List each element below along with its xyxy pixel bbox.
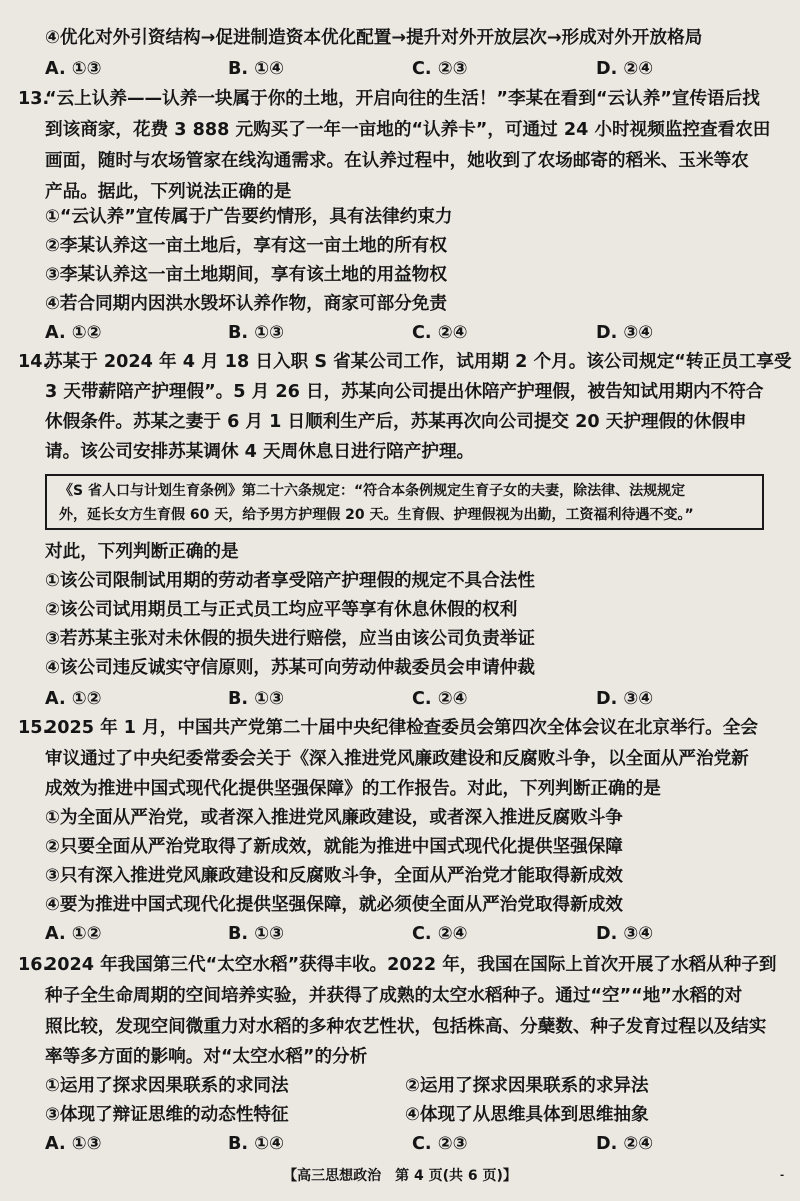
q14-item-3: ③若苏某主张对未休假的损失进行赔偿，应当由该公司负责举证 (45, 629, 535, 649)
q13-option-b: B. ①③ (228, 323, 285, 343)
q12-option-b: B. ①④ (228, 59, 285, 79)
q16-item-1: ①运用了探求因果联系的求同法 (45, 1076, 289, 1096)
q14-stem-line: 3 天带薪陪产护理假”。5 月 26 日，苏某向公司提出休陪产护理假，被告知试用期内不符合 (45, 382, 764, 402)
q13-stem-line: “云上认养——认养一块属于你的土地，开启向往的生活！”李某在看到“云认养”宣传语后找 (45, 89, 760, 109)
regulation-line: 《S 省人口与计划生育条例》第二十六条规定：“符合本条例规定生育子女的夫妻，除法律、法规规定 (59, 483, 686, 499)
q16-option-d: D. ②④ (596, 1134, 654, 1154)
q13-option-c: C. ②④ (412, 323, 468, 343)
q16-item-2: ②运用了探求因果联系的求异法 (405, 1076, 649, 1096)
q14-stem-line: 请。该公司安排苏某调休 4 天周休息日进行陪产护理。 (45, 442, 475, 462)
q13-item-4: ④若合同期内因洪水毁坏认养作物，商家可部分免责 (45, 294, 447, 314)
q12-item-4: ④优化对外引资结构→促进制造资本优化配置→提升对外开放层次→形成对外开放格局 (45, 28, 703, 48)
q16-stem-line: 照比较，发现空间微重力对水稻的多种农艺性状，包括株高、分蘖数、种子发育过程以及结实 (45, 1017, 767, 1037)
q16-item-4: ④体现了从思维具体到思维抽象 (405, 1105, 649, 1125)
q14-option-c: C. ②④ (412, 689, 468, 709)
q16-option-b: B. ①④ (228, 1134, 285, 1154)
q13-number: 13. (18, 89, 50, 109)
q13-stem-line: 产品。据此，下列说法正确的是 (45, 182, 292, 202)
q16-number: 16. (18, 955, 50, 975)
q15-stem-line: 审议通过了中央纪委常委会关于《深入推进党风廉政建设和反腐败斗争，以全面从严治党新 (45, 749, 749, 769)
q15-stem-line: 2025 年 1 月，中国共产党第二十届中央纪律检查委员会第四次全体会议在北京举行。全会 (45, 718, 758, 738)
q14-item-2: ②该公司试用期员工与正式员工均应平等享有休息休假的权利 (45, 600, 518, 620)
q16-option-c: C. ②③ (412, 1134, 468, 1154)
regulation-line: 外，延长女方生育假 60 天，给予男方护理假 20 天。生育假、护理假视为出勤，工资福利待遇不变。” (59, 507, 694, 523)
q13-option-d: D. ③④ (596, 323, 654, 343)
q16-stem-line: 2024 年我国第三代“太空水稻”获得丰收。2022 年，我国在国际上首次开展了水稻从种子到 (45, 955, 777, 975)
q14-option-d: D. ③④ (596, 689, 654, 709)
regulation-box (45, 474, 764, 530)
q14-item-4: ④该公司违反诚实守信原则，苏某可向劳动仲裁委员会申请仲裁 (45, 658, 535, 678)
q14-stem-line: 休假条件。苏某之妻于 6 月 1 日顺利生产后，苏某再次向公司提交 20 天护理假的休假申 (45, 412, 747, 432)
q15-stem-line: 成效为推进中国式现代化提供坚强保障》的工作报告。对此，下列判断正确的是 (45, 779, 661, 799)
q14-number: 14. (18, 352, 50, 372)
q15-option-b: B. ①③ (228, 924, 285, 944)
q14-prompt: 对此，下列判断正确的是 (45, 542, 239, 562)
q15-option-d: D. ③④ (596, 924, 654, 944)
q15-item-1: ①为全面从严治党，或者深入推进党风廉政建设，或者深入推进反腐败斗争 (45, 808, 623, 828)
q15-number: 15. (18, 718, 50, 738)
scan-mark: - (780, 1170, 785, 1181)
q16-stem-line: 种子全生命周期的空间培养实验，并获得了成熟的太空水稻种子。通过“空”“地”水稻的对 (45, 986, 743, 1006)
q15-item-4: ④要为推进中国式现代化提供坚强保障，就必须使全面从严治党取得新成效 (45, 895, 623, 915)
q13-item-2: ②李某认养这一亩土地后，享有这一亩土地的所有权 (45, 236, 447, 256)
q15-option-c: C. ②④ (412, 924, 468, 944)
q14-option-a: A. ①② (45, 689, 102, 709)
q12-option-c: C. ②③ (412, 59, 468, 79)
q16-stem-line: 率等多方面的影响。对“太空水稻”的分析 (45, 1047, 368, 1067)
q12-option-d: D. ②④ (596, 59, 654, 79)
q13-item-1: ①“云认养”宣传属于广告要约情形，具有法律约束力 (45, 207, 453, 227)
q13-stem-line: 到该商家，花费 3 888 元购买了一年一亩地的“认养卡”，可通过 24 小时视频监控查看农田 (45, 120, 771, 140)
page-footer: 【高三思想政治 第 4 页(共 6 页)】 (283, 1168, 517, 1184)
q13-item-3: ③李某认养这一亩土地期间，享有该土地的用益物权 (45, 265, 447, 285)
q14-option-b: B. ①③ (228, 689, 285, 709)
q12-option-a: A. ①③ (45, 59, 102, 79)
q16-option-a: A. ①③ (45, 1134, 102, 1154)
q14-item-1: ①该公司限制试用期的劳动者享受陪产护理假的规定不具合法性 (45, 571, 535, 591)
q14-stem-line: 苏某于 2024 年 4 月 18 日入职 S 省某公司工作，试用期 2 个月。该公司规定“转正员工享受 (45, 352, 792, 372)
q13-option-a: A. ①② (45, 323, 102, 343)
q15-item-2: ②只要全面从严治党取得了新成效，就能为推进中国式现代化提供坚强保障 (45, 837, 623, 857)
q15-option-a: A. ①② (45, 924, 102, 944)
q15-item-3: ③只有深入推进党风廉政建设和反腐败斗争，全面从严治党才能取得新成效 (45, 866, 623, 886)
q13-stem-line: 画面，随时与农场管家在线沟通需求。在认养过程中，她收到了农场邮寄的稻米、玉米等农 (45, 151, 749, 171)
q16-item-3: ③体现了辩证思维的动态性特征 (45, 1105, 289, 1125)
